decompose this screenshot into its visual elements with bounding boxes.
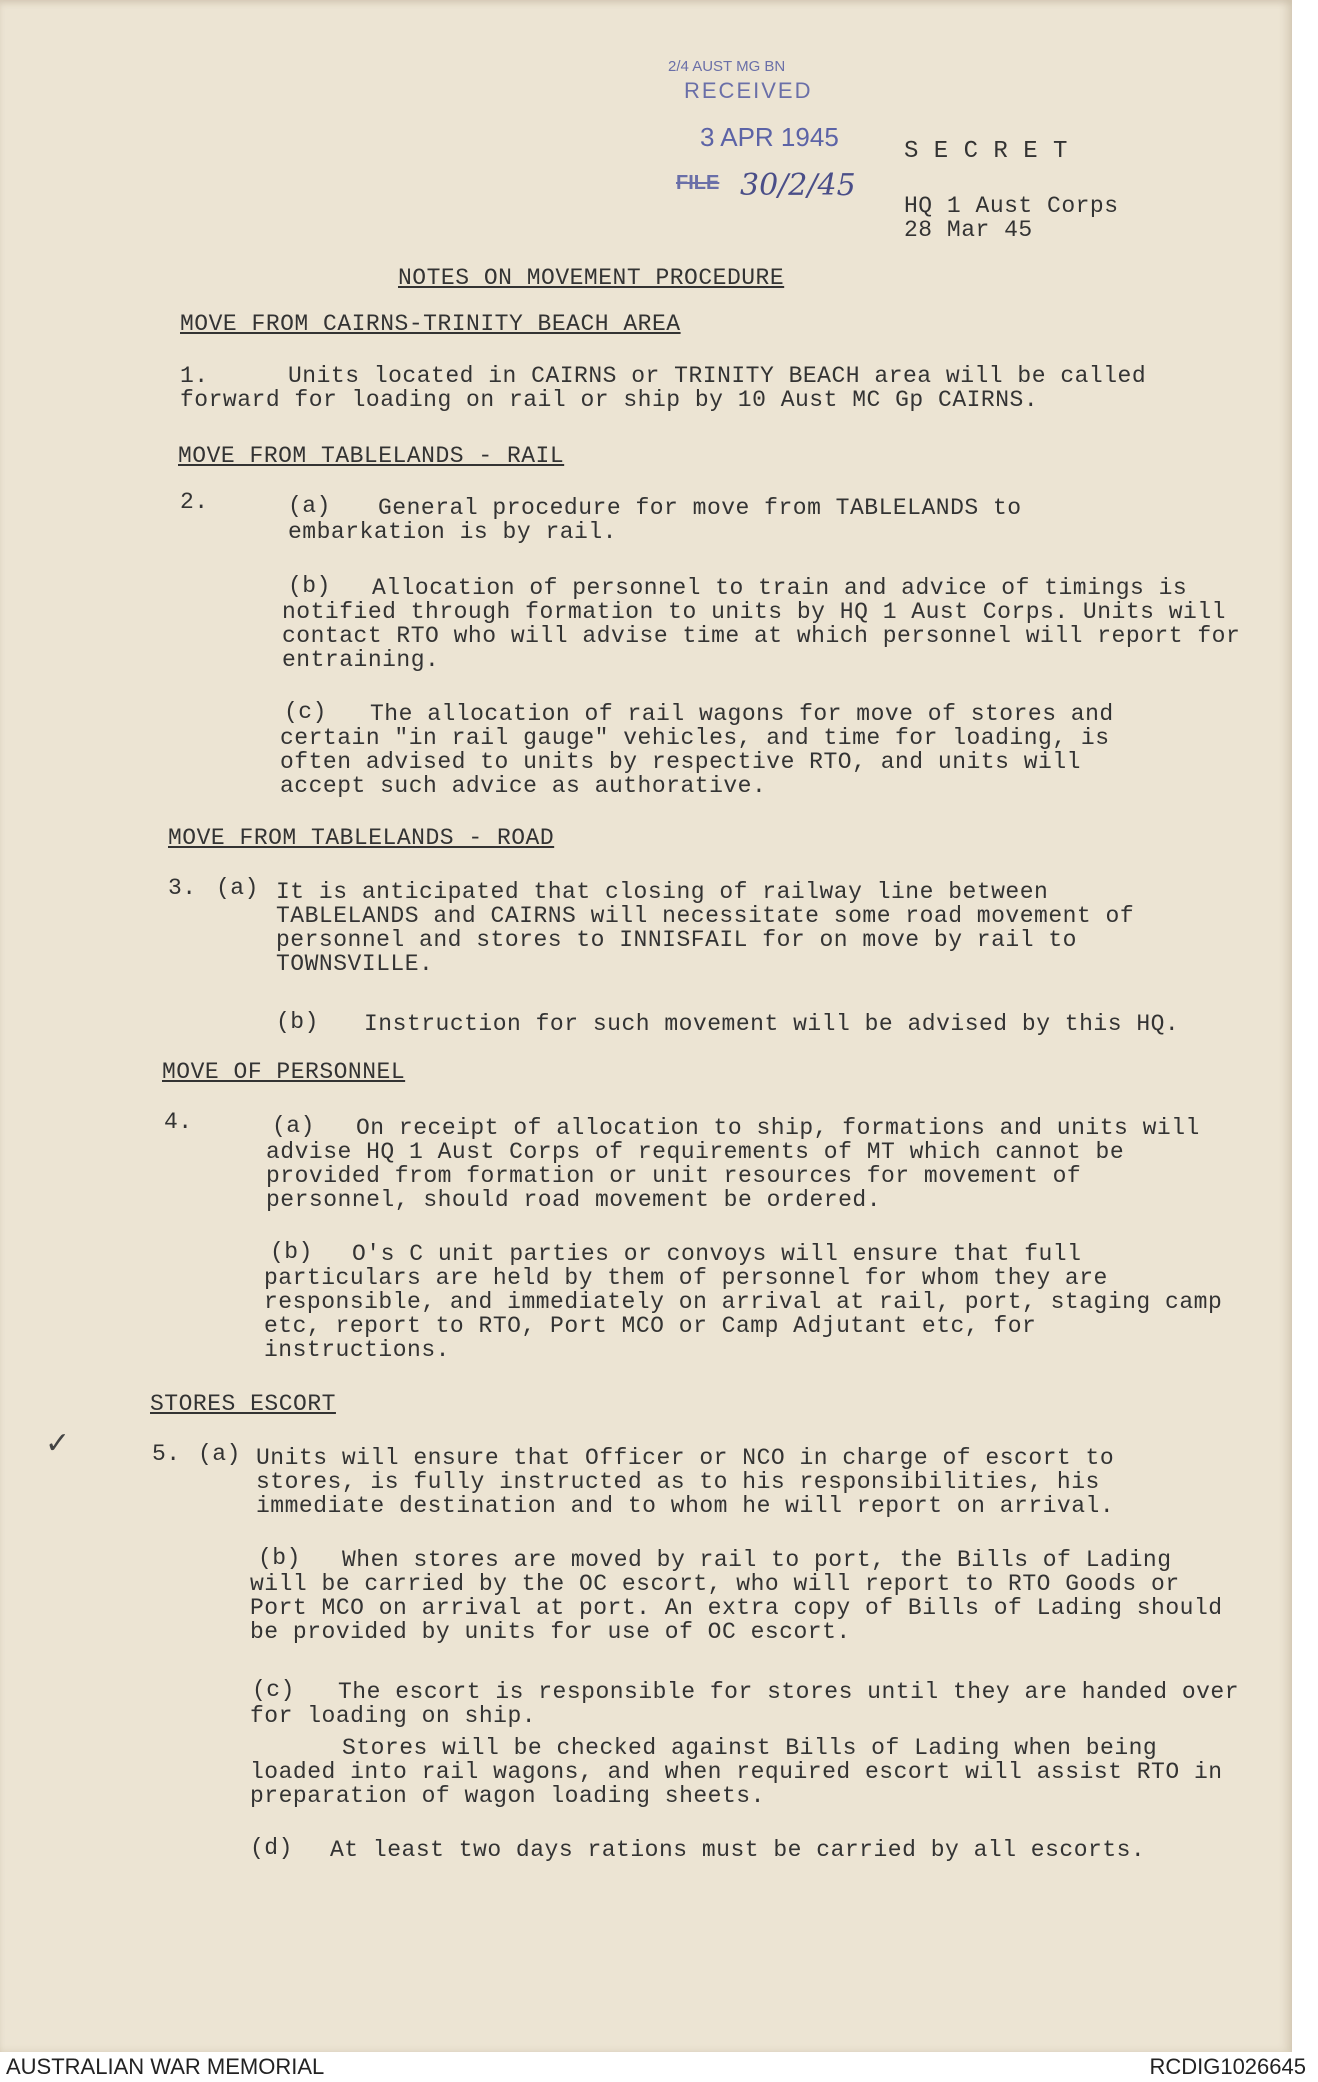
section-heading: MOVE FROM TABLELANDS - ROAD bbox=[168, 825, 555, 851]
para-text: Stores will be checked against Bills of Lading when being loaded into rail wagons, and when required escort will assist RTO in preparation of wagon loading sheets. bbox=[250, 1735, 1223, 1809]
para-sub-label: (c) bbox=[284, 699, 327, 725]
section-heading: MOVE FROM TABLELANDS - RAIL bbox=[178, 443, 565, 469]
para-text: The allocation of rail wagons for move of stores and certain "in rail gauge" vehicles, and time for loading, is often advised to units by respective RTO, and units will accept such advice as authorative. bbox=[280, 701, 1114, 799]
para-sub-label: (d) bbox=[250, 1835, 293, 1861]
footer-reference: RCDIG1026645 bbox=[1149, 2054, 1306, 2079]
stamp-file-label: FILE bbox=[676, 172, 720, 194]
classification: S E C R E T bbox=[904, 138, 1068, 165]
para-number: 2. bbox=[180, 489, 209, 515]
para-text: It is anticipated that closing of railway line between TABLELANDS and CAIRNS will necessitate some road movement of personnel and stores to INNISFAIL for on move by rail to TOWNSVILLE. bbox=[276, 879, 1135, 977]
header-date: 28 Mar 45 bbox=[904, 217, 1033, 243]
para-text: General procedure for move from TABLELANDS to embarkation is by rail. bbox=[288, 495, 1022, 545]
para-number: 5. bbox=[152, 1441, 181, 1467]
stamp-unit: 2/4 AUST MG BN bbox=[668, 58, 786, 75]
section-heading: STORES ESCORT bbox=[150, 1391, 336, 1417]
para-number: 4. bbox=[164, 1109, 193, 1135]
para-text: O's C unit parties or convoys will ensure that full particulars are held by them of personnel for whom they are responsible, and immediately on arrival at rail, port, staging camp etc, report to RTO, Port MCO or Camp Adjutant etc, for instructions. bbox=[264, 1241, 1223, 1363]
para-sub-label: (b) bbox=[288, 573, 331, 599]
para-sub-label: (b) bbox=[276, 1009, 319, 1035]
para-text: Units will ensure that Officer or NCO in charge of escort to stores, is fully instructed as to his responsibilities, his immediate destination and to whom he will report on arrival. bbox=[256, 1445, 1115, 1519]
section-heading: MOVE OF PERSONNEL bbox=[162, 1059, 406, 1085]
footer-source: AUSTRALIAN WAR MEMORIAL bbox=[6, 2054, 325, 2079]
para-sub-label: (c) bbox=[252, 1677, 295, 1703]
para-sub-label: (a) bbox=[216, 875, 259, 901]
section-heading: MOVE FROM CAIRNS-TRINITY BEACH AREA bbox=[180, 311, 681, 337]
para-text: On receipt of allocation to ship, formations and units will advise HQ 1 Aust Corps of requirements of MT which cannot be provided from formation or unit resources for movement of personnel, should road movement be ordered. bbox=[266, 1115, 1200, 1213]
para-text: When stores are moved by rail to port, the Bills of Lading will be carried by the OC escort, who will report to RTO Goods or Port MCO on arrival at port. An extra copy of Bills of Lading should be provided by units for use of OC escort. bbox=[250, 1547, 1223, 1645]
para-sub-label: (a) bbox=[198, 1441, 241, 1467]
check-mark-icon: ✓ bbox=[45, 1426, 71, 1461]
para-number: 3. bbox=[168, 875, 197, 901]
stamp-date: 3 APR 1945 bbox=[700, 122, 839, 152]
para-sub-label: (b) bbox=[258, 1545, 301, 1571]
para-text: Allocation of personnel to train and advice of timings is notified through formation to units by HQ 1 Aust Corps. Units will contact RTO who will advise time at which personnel will report for entraining. bbox=[282, 575, 1241, 673]
para-sub-label: (b) bbox=[270, 1239, 313, 1265]
stamp-file-ref: 30/2/45 bbox=[740, 168, 856, 203]
para-text: Units located in CAIRNS or TRINITY BEACH area will be called forward for loading on rail or ship by 10 Aust MC Gp CAIRNS. bbox=[180, 363, 1147, 413]
para-text: The escort is responsible for stores until they are handed over for loading on ship. bbox=[250, 1679, 1240, 1729]
para-sub-label: (a) bbox=[288, 493, 331, 519]
para-text: Instruction for such movement will be advised by this HQ. bbox=[364, 1011, 1180, 1037]
para-sub-label: (a) bbox=[272, 1113, 315, 1139]
header-hq: HQ 1 Aust Corps bbox=[904, 193, 1119, 219]
para-text: At least two days rations must be carried by all escorts. bbox=[330, 1837, 1146, 1863]
stamp-received: RECEIVED bbox=[684, 78, 813, 103]
para-number: 1. bbox=[180, 363, 209, 389]
document-title: NOTES ON MOVEMENT PROCEDURE bbox=[398, 265, 785, 291]
